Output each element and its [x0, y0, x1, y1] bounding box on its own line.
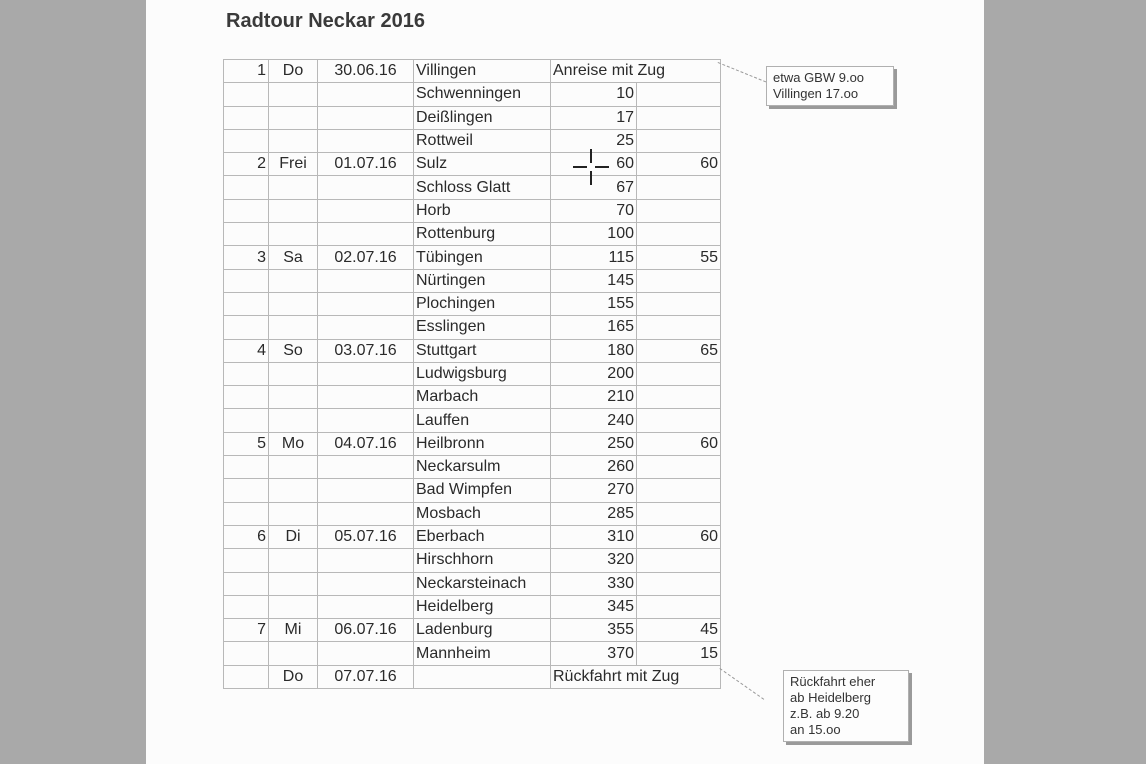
date-cell: 07.07.16: [318, 665, 414, 688]
weekday-cell: [269, 176, 318, 199]
place-cell: Schwenningen: [414, 83, 551, 106]
date-cell: 30.06.16: [318, 60, 414, 83]
date-cell: 04.07.16: [318, 432, 414, 455]
date-cell: 02.07.16: [318, 246, 414, 269]
date-cell: [318, 223, 414, 246]
daily-km-cell: [637, 456, 721, 479]
date-cell: [318, 409, 414, 432]
place-cell: Villingen: [414, 60, 551, 83]
place-cell: Esslingen: [414, 316, 551, 339]
leader-line-bottom: [719, 668, 764, 700]
stage-number-cell: [224, 316, 269, 339]
weekday-cell: [269, 502, 318, 525]
daily-km-cell: [637, 129, 721, 152]
table-row: [224, 549, 721, 572]
table-row: [224, 176, 721, 199]
stage-number-cell: [224, 83, 269, 106]
place-cell: Neckarsulm: [414, 456, 551, 479]
daily-km-cell: [637, 502, 721, 525]
stage-number-cell: [224, 129, 269, 152]
note-bottom-line: an 15.oo: [790, 722, 841, 737]
daily-km-cell: [637, 316, 721, 339]
daily-km-cell: [637, 549, 721, 572]
stage-number-cell: 4: [224, 339, 269, 362]
weekday-cell: Mi: [269, 619, 318, 642]
table-row: [224, 106, 721, 129]
daily-km-cell: 60: [637, 153, 721, 176]
place-cell: Ladenburg: [414, 619, 551, 642]
date-cell: [318, 456, 414, 479]
table-row: [224, 223, 721, 246]
daily-km-cell: 15: [637, 642, 721, 665]
stage-number-cell: 6: [224, 525, 269, 548]
total-km-cell: 320: [551, 549, 637, 572]
place-cell: Stuttgart: [414, 339, 551, 362]
weekday-cell: So: [269, 339, 318, 362]
place-cell: Marbach: [414, 386, 551, 409]
daily-km-cell: [637, 223, 721, 246]
date-cell: [318, 642, 414, 665]
stage-number-cell: [224, 665, 269, 688]
table-row: [224, 199, 721, 222]
total-km-cell: 165: [551, 316, 637, 339]
table-row: [224, 456, 721, 479]
crosshair-cursor-icon: [573, 149, 609, 185]
total-km-cell: 67: [551, 176, 637, 199]
total-km-cell: 370: [551, 642, 637, 665]
stage-number-cell: [224, 106, 269, 129]
weekday-cell: Di: [269, 525, 318, 548]
page-title: Radtour Neckar 2016: [226, 10, 425, 32]
weekday-cell: [269, 456, 318, 479]
table-row: [224, 409, 721, 432]
weekday-cell: Frei: [269, 153, 318, 176]
date-cell: [318, 595, 414, 618]
daily-km-cell: [637, 362, 721, 385]
date-cell: [318, 83, 414, 106]
place-cell: Rottweil: [414, 129, 551, 152]
stage-number-cell: 7: [224, 619, 269, 642]
weekday-cell: [269, 642, 318, 665]
note-top: [766, 66, 894, 106]
table-row: [224, 129, 721, 152]
table-row: [224, 316, 721, 339]
date-cell: [318, 269, 414, 292]
total-km-cell: 330: [551, 572, 637, 595]
table-row: [224, 595, 721, 618]
weekday-cell: [269, 106, 318, 129]
date-cell: 01.07.16: [318, 153, 414, 176]
table-row: [224, 362, 721, 385]
total-km-cell: 310: [551, 525, 637, 548]
note-top-line: etwa GBW 9.oo: [773, 70, 865, 85]
place-cell: Schloss Glatt: [414, 176, 551, 199]
table-row: [224, 432, 721, 455]
date-cell: [318, 549, 414, 572]
weekday-cell: [269, 549, 318, 572]
stage-number-cell: 1: [224, 60, 269, 83]
place-cell: Mannheim: [414, 642, 551, 665]
total-km-cell: 115: [551, 246, 637, 269]
weekday-cell: [269, 362, 318, 385]
daily-km-cell: [637, 176, 721, 199]
note-top-line: Villingen 17.oo: [773, 86, 859, 101]
date-cell: [318, 362, 414, 385]
date-cell: [318, 572, 414, 595]
table-row: [224, 479, 721, 502]
total-km-cell: 25: [551, 129, 637, 152]
place-cell: Tübingen: [414, 246, 551, 269]
date-cell: 03.07.16: [318, 339, 414, 362]
note-bottom-line: ab Heidelberg: [790, 690, 871, 705]
daily-km-cell: [637, 269, 721, 292]
place-cell: Horb: [414, 199, 551, 222]
stage-number-cell: 3: [224, 246, 269, 269]
total-km-cell: 145: [551, 269, 637, 292]
weekday-cell: [269, 316, 318, 339]
date-cell: 05.07.16: [318, 525, 414, 548]
weekday-cell: [269, 292, 318, 315]
note-bottom: [783, 670, 909, 742]
weekday-cell: [269, 129, 318, 152]
table-row: [224, 83, 721, 106]
weekday-cell: Mo: [269, 432, 318, 455]
date-cell: 06.07.16: [318, 619, 414, 642]
total-km-cell: 200: [551, 362, 637, 385]
stage-number-cell: [224, 642, 269, 665]
total-km-cell: 100: [551, 223, 637, 246]
stage-number-cell: [224, 479, 269, 502]
weekday-cell: [269, 479, 318, 502]
date-cell: [318, 316, 414, 339]
total-km-cell: 17: [551, 106, 637, 129]
tour-table: [223, 59, 721, 689]
table-row: [224, 60, 721, 83]
stage-number-cell: [224, 223, 269, 246]
place-cell: Bad Wimpfen: [414, 479, 551, 502]
stage-number-cell: [224, 572, 269, 595]
daily-km-cell: 60: [637, 525, 721, 548]
note-bottom-line: z.B. ab 9.20: [790, 706, 860, 721]
stage-number-cell: [224, 292, 269, 315]
daily-km-cell: [637, 409, 721, 432]
stage-number-cell: 5: [224, 432, 269, 455]
weekday-cell: Do: [269, 60, 318, 83]
weekday-cell: [269, 83, 318, 106]
tour-table-body: [224, 60, 721, 689]
table-row: [224, 572, 721, 595]
total-km-cell: 10: [551, 83, 637, 106]
table-row: [224, 619, 721, 642]
total-km-cell: 355: [551, 619, 637, 642]
weekday-cell: [269, 386, 318, 409]
total-km-cell: 155: [551, 292, 637, 315]
place-cell: [414, 665, 551, 688]
place-cell: Mosbach: [414, 502, 551, 525]
table-row: [224, 339, 721, 362]
total-km-cell: 345: [551, 595, 637, 618]
stage-number-cell: [224, 502, 269, 525]
place-cell: Lauffen: [414, 409, 551, 432]
weekday-cell: Do: [269, 665, 318, 688]
table-row: [224, 642, 721, 665]
leader-line-top: [718, 62, 767, 82]
daily-km-cell: 60: [637, 432, 721, 455]
date-cell: [318, 502, 414, 525]
daily-km-cell: [637, 595, 721, 618]
remark-cell: Anreise mit Zug: [551, 60, 721, 83]
daily-km-cell: [637, 292, 721, 315]
place-cell: Sulz: [414, 153, 551, 176]
table-row: [224, 269, 721, 292]
place-cell: Neckarsteinach: [414, 572, 551, 595]
total-km-cell: 285: [551, 502, 637, 525]
total-km-cell: 260: [551, 456, 637, 479]
place-cell: Rottenburg: [414, 223, 551, 246]
total-km-cell: 70: [551, 199, 637, 222]
daily-km-cell: [637, 386, 721, 409]
weekday-cell: [269, 572, 318, 595]
total-km-cell: 180: [551, 339, 637, 362]
table-row: [224, 665, 721, 688]
weekday-cell: [269, 269, 318, 292]
stage-number-cell: [224, 199, 269, 222]
stage-number-cell: [224, 456, 269, 479]
place-cell: Hirschhorn: [414, 549, 551, 572]
daily-km-cell: 65: [637, 339, 721, 362]
place-cell: Nürtingen: [414, 269, 551, 292]
weekday-cell: [269, 223, 318, 246]
weekday-cell: Sa: [269, 246, 318, 269]
daily-km-cell: [637, 479, 721, 502]
date-cell: [318, 479, 414, 502]
date-cell: [318, 176, 414, 199]
stage-number-cell: [224, 595, 269, 618]
remark-cell: Rückfahrt mit Zug: [551, 665, 721, 688]
daily-km-cell: [637, 572, 721, 595]
table-row: [224, 502, 721, 525]
weekday-cell: [269, 199, 318, 222]
daily-km-cell: 55: [637, 246, 721, 269]
date-cell: [318, 129, 414, 152]
table-row: [224, 525, 721, 548]
place-cell: Heidelberg: [414, 595, 551, 618]
stage-number-cell: [224, 386, 269, 409]
place-cell: Ludwigsburg: [414, 362, 551, 385]
place-cell: Plochingen: [414, 292, 551, 315]
stage-number-cell: [224, 549, 269, 572]
daily-km-cell: [637, 106, 721, 129]
stage-number-cell: [224, 362, 269, 385]
date-cell: [318, 292, 414, 315]
stage-number-cell: [224, 269, 269, 292]
total-km-cell: 270: [551, 479, 637, 502]
date-cell: [318, 199, 414, 222]
date-cell: [318, 106, 414, 129]
daily-km-cell: [637, 199, 721, 222]
place-cell: Heilbronn: [414, 432, 551, 455]
place-cell: Deißlingen: [414, 106, 551, 129]
stage-number-cell: 2: [224, 153, 269, 176]
note-bottom-line: Rückfahrt eher: [790, 674, 876, 689]
table-row: [224, 246, 721, 269]
table-row: [224, 386, 721, 409]
weekday-cell: [269, 595, 318, 618]
document-page: [146, 0, 984, 764]
total-km-cell: 60: [551, 153, 637, 176]
stage-number-cell: [224, 176, 269, 199]
total-km-cell: 210: [551, 386, 637, 409]
date-cell: [318, 386, 414, 409]
table-row: [224, 153, 721, 176]
weekday-cell: [269, 409, 318, 432]
total-km-cell: 250: [551, 432, 637, 455]
place-cell: Eberbach: [414, 525, 551, 548]
daily-km-cell: [637, 83, 721, 106]
table-row: [224, 292, 721, 315]
daily-km-cell: 45: [637, 619, 721, 642]
total-km-cell: 240: [551, 409, 637, 432]
stage-number-cell: [224, 409, 269, 432]
